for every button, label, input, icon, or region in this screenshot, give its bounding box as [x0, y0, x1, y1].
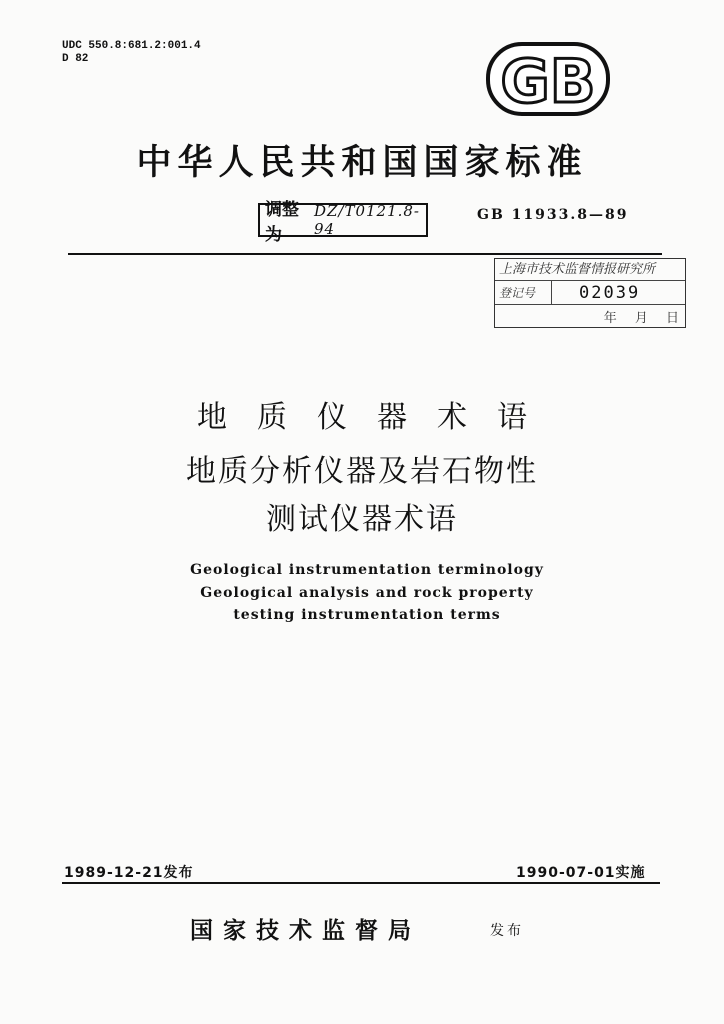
udc-classification: [62, 40, 201, 66]
title-en-line-2: Geological analysis and rock property: [200, 585, 534, 601]
adjustment-label: 调整为: [265, 200, 299, 245]
national-standard-heading: 中华人民共和国国家标准: [136, 143, 588, 183]
library-stamp: [494, 258, 686, 328]
title-en-line-3: testing instrumentation terms: [233, 607, 501, 623]
stamp-register-label: 登记号: [499, 286, 536, 300]
stamp-register-number: 02039: [579, 283, 641, 303]
title-zh-line-3: 测试仪器术语: [266, 502, 458, 537]
implementation-date: 1990-07-01实施: [516, 865, 646, 881]
stamp-date-fields: 年 月 日: [603, 311, 679, 326]
stamp-date-row: [495, 305, 685, 328]
gb-logo: [486, 40, 610, 118]
stamp-institute: 上海市技术监督情报研究所: [495, 259, 685, 281]
title-zh-line-2: 地质分析仪器及岩石物性: [186, 454, 538, 489]
top-divider: [68, 253, 662, 255]
stamp-divider: [551, 281, 552, 304]
title-en-line-1: Geological instrumentation terminology: [190, 562, 544, 578]
standard-code: GB 11933.8—89: [477, 207, 629, 223]
title-zh-line-1: 地质仪器术语: [197, 400, 557, 435]
adjustment-box: [258, 200, 428, 245]
issue-date: 1989-12-21发布: [64, 865, 194, 881]
bottom-divider: [62, 882, 660, 884]
publisher-suffix: 发布: [490, 923, 524, 939]
adjustment-value: DZ/T0121.8-94: [313, 202, 420, 238]
stamp-register-row: [495, 281, 685, 305]
publisher-name: 国家技术监督局: [190, 917, 421, 944]
svg-text:GB: GB: [500, 47, 596, 117]
udc-code: UDC 550.8:681.2:001.4: [62, 40, 201, 52]
class-code: D 82: [62, 53, 89, 65]
